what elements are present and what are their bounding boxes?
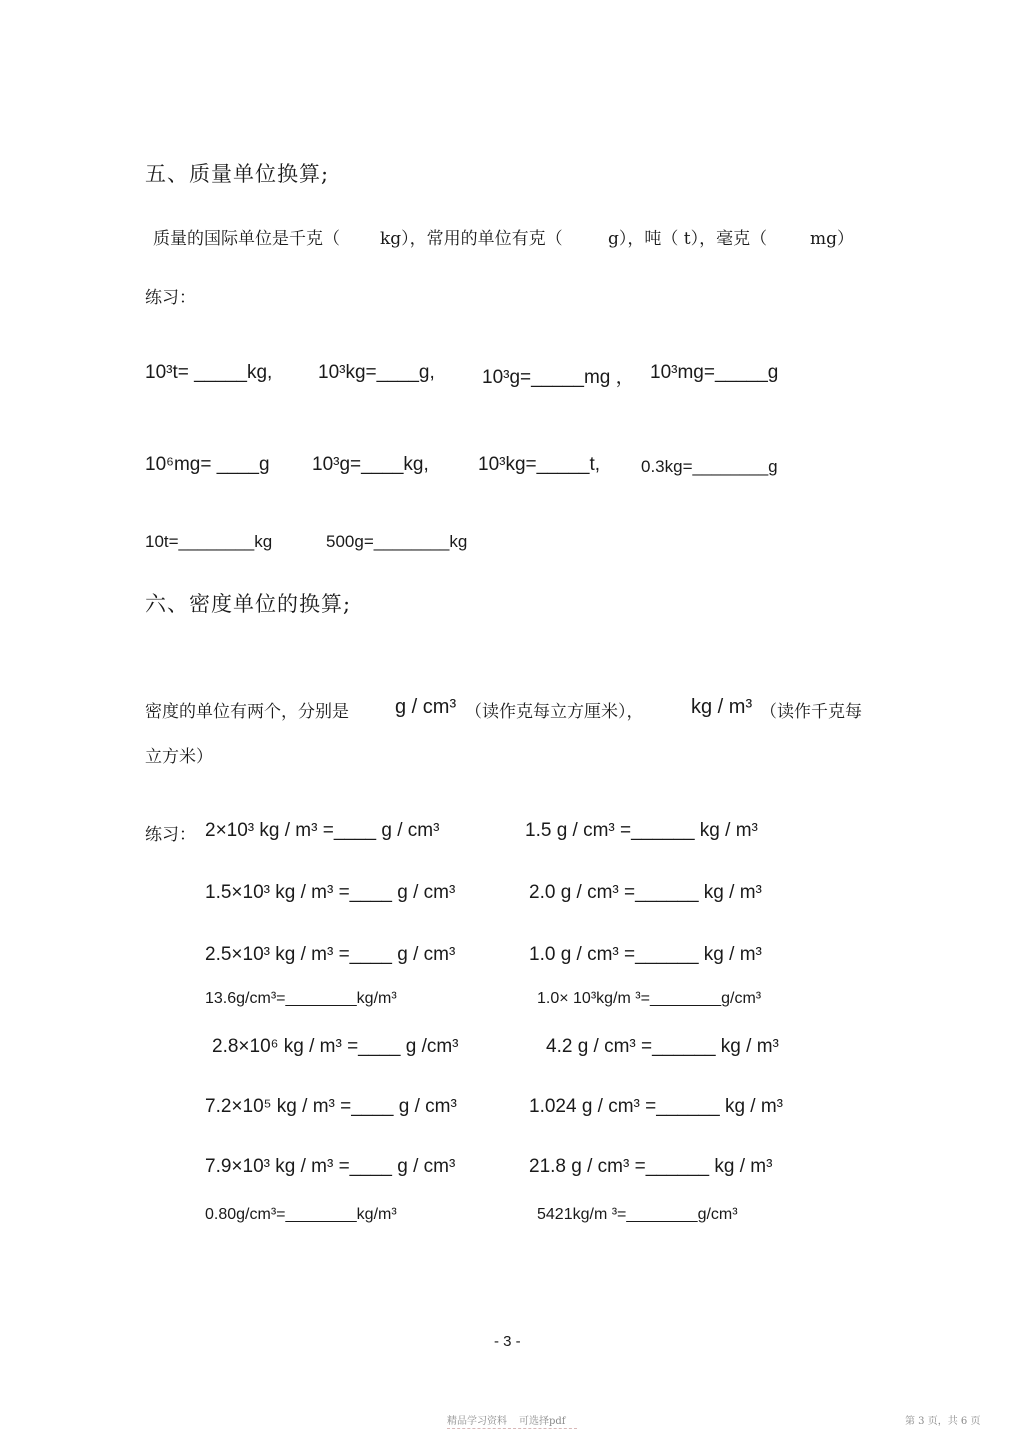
mass-practice-label: 练习： xyxy=(145,288,196,308)
mass-exercise-2-4: 0.3kg=________g xyxy=(641,457,778,476)
mass-exercise-2-1: 10⁶mg= ____g xyxy=(145,454,270,475)
density-unit-2-reading: （读作千克每 xyxy=(760,702,862,722)
footer-watermark-left-a: 精品学习资料 xyxy=(447,1416,507,1427)
density-exercise-8-right: 5421kg/m ³=________g/cm³ xyxy=(537,1206,738,1223)
mass-intro-part-1: 质量的国际单位是千克（ xyxy=(153,229,340,249)
footer-watermark-left-b: 可选择pdf xyxy=(519,1416,566,1427)
mass-intro-part-3: g），吨（ t），毫克（ xyxy=(608,229,768,249)
density-exercise-5-right: 4.2 g / cm³ =______ kg / m³ xyxy=(546,1036,779,1057)
density-exercise-2-right: 2.0 g / cm³ =______ kg / m³ xyxy=(529,882,762,903)
density-unit-kg-m3: kg / m³ xyxy=(691,696,753,718)
page-number: - 3 - xyxy=(494,1333,521,1350)
mass-intro-part-4: mg） xyxy=(810,229,855,249)
density-exercise-3-left: 2.5×10³ kg / m³ =____ g / cm³ xyxy=(205,944,456,965)
mass-intro-part-2: kg），常用的单位有克（ xyxy=(380,229,563,249)
mass-exercise-1-2: 10³kg=____g, xyxy=(318,362,435,383)
density-practice-label: 练习： xyxy=(145,825,196,845)
density-unit-1-reading: （读作克每立方厘米）， xyxy=(465,702,644,722)
density-exercise-6-left: 7.2×10⁵ kg / m³ =____ g / cm³ xyxy=(205,1096,457,1117)
mass-exercise-1-4: 10³mg=_____g xyxy=(650,362,779,383)
footer-page-info: 第 3 页，共 6 页 xyxy=(905,1416,981,1427)
density-exercise-2-left: 1.5×10³ kg / m³ =____ g / cm³ xyxy=(205,882,456,903)
density-exercise-4-right: 1.0× 10³kg/m ³=________g/cm³ xyxy=(537,990,762,1007)
density-exercise-7-left: 7.9×10³ kg / m³ =____ g / cm³ xyxy=(205,1156,456,1177)
density-exercise-1-right: 1.5 g / cm³ =______ kg / m³ xyxy=(525,820,758,841)
density-intro-line-2: 立方米） xyxy=(145,747,213,767)
density-unit-g-cm3: g / cm³ xyxy=(395,696,457,718)
mass-exercise-2-2: 10³g=____kg, xyxy=(312,454,429,475)
density-exercise-4-left: 13.6g/cm³=________kg/m³ xyxy=(205,990,397,1007)
density-exercise-6-right: 1.024 g / cm³ =______ kg / m³ xyxy=(529,1096,783,1117)
density-exercise-8-left: 0.80g/cm³=________kg/m³ xyxy=(205,1206,397,1223)
density-exercise-7-right: 21.8 g / cm³ =______ kg / m³ xyxy=(529,1156,773,1177)
mass-exercise-3-2: 500g=________kg xyxy=(326,532,468,551)
section-6-heading: 六、密度单位的换算; xyxy=(145,592,352,616)
density-exercise-1-left: 2×10³ kg / m³ =____ g / cm³ xyxy=(205,820,440,841)
mass-exercise-3-1: 10t=________kg xyxy=(145,532,273,551)
mass-exercise-1-1: 10³t= _____kg, xyxy=(145,362,273,383)
density-exercise-3-right: 1.0 g / cm³ =______ kg / m³ xyxy=(529,944,762,965)
density-intro-part-1: 密度的单位有两个，分别是 xyxy=(145,702,349,722)
section-5-heading: 五、质量单位换算; xyxy=(145,162,330,186)
density-exercise-5-left: 2.8×10⁶ kg / m³ =____ g /cm³ xyxy=(212,1036,459,1057)
mass-exercise-1-3: 10³g=_____mg ， xyxy=(482,367,635,388)
mass-exercise-2-3: 10³kg=_____t, xyxy=(478,454,601,475)
footer-divider xyxy=(447,1428,577,1429)
